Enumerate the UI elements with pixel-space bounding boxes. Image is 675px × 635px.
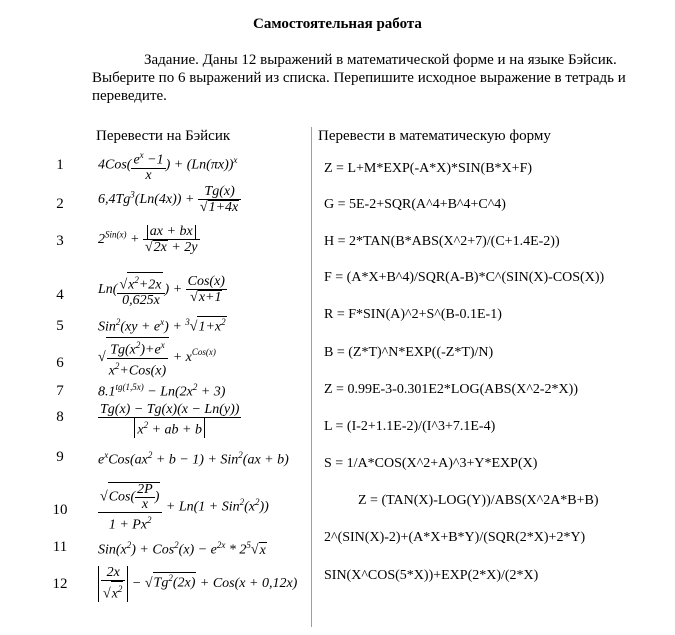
basic-expression-6: B = (Z*T)^N*EXP((-Z*T)/N): [324, 345, 494, 360]
math-expression-9: $e^xCos(ax^2 + b - 1) + Sin^2(ax + b)$: [98, 450, 289, 468]
row-number: 9: [56, 449, 64, 465]
math-expression-12: $\frac{2x}{√x^2}$ − $√Tg^2(2x) + Cos(x + 0,12x)$: [98, 566, 297, 602]
row-number: 4: [56, 287, 64, 303]
basic-expression-2: G = 5E-2+SQR(A^4+B^4+C^4): [324, 197, 506, 212]
basic-expression-4: F = (A*X+B^4)/SQR(A-B)*C^(SIN(X)-COS(X)): [324, 270, 605, 285]
row-number: 12: [52, 576, 68, 592]
basic-expression-5: R = F*SIN(A)^2+S^(B-0.1E-1): [324, 307, 502, 322]
basic-expression-3: H = 2*TAN(B*ABS(X^2+7)/(C+1.4E-2)): [324, 234, 560, 249]
basic-expression-12: SIN(X^COS(5*X))+EXP(2*X)/(2*X): [324, 568, 539, 583]
math-expression-5: $Sin^2(xy + e^x) + ^3√1+x^2$: [98, 317, 226, 335]
basic-expression-1: Z = L+M*EXP(-A*X)*SIN(B*X+F): [324, 161, 533, 176]
math-expression-2: $6,4Tg^3(Ln(4x))$ + $\frac{Tg(x)}{√1+4x}$: [98, 185, 241, 215]
math-expression-10: √Cos( $\frac{2P}{x}$ ) $1 + Px^2$ + $Ln(1 + Sin^2(x^2))$: [100, 482, 269, 533]
basic-expression-11: 2^(SIN(X)-2)+(A*X+B*Y)/(SQR(2*X)+2*Y): [324, 530, 586, 545]
column-divider: [311, 127, 312, 627]
row-number: 3: [56, 233, 64, 249]
math-expression-11: $Sin(x^2) + Cos^2(x) - e^{2x} * 2^5√x$: [98, 540, 266, 558]
row-number: 8: [56, 409, 64, 425]
math-expression-1: 4Cos( $\frac{e^x -1}{x}$ ) + $(Ln(\pi x))^x$: [98, 150, 238, 183]
row-number: 6: [56, 355, 64, 371]
basic-expression-9: S = 1/A*COS(X^2+A)^3+Y*EXP(X): [324, 456, 538, 471]
left-column-header: Перевести на Бэйсик: [96, 128, 231, 144]
math-expression-4: Ln( $\frac{√x^2+2x}{0,625x}$ ) + $\frac{\text{Cos(x)}}{√x+1}$: [98, 273, 225, 308]
row-number: 1: [56, 157, 64, 173]
row-number: 2: [56, 196, 64, 212]
basic-expression-7: Z = 0.99E-3-0.301E2*LOG(ABS(X^2-2*X)): [324, 382, 578, 397]
row-number: 10: [52, 502, 68, 518]
basic-expression-8: L = (I-2+1.1E-2)/(I^3+7.1E-4): [324, 419, 496, 434]
math-expression-3: $2^{Sin(x)}$ + $\frac{ax + bx}{√2x + 2y}$: [98, 224, 198, 255]
row-number: 5: [56, 318, 64, 334]
math-expression-8: $\frac{Tg(x) - Tg(x)(x - Ln(y))}{x^2 + ab + b}$: [100, 402, 240, 438]
page-title: Самостоятельная работа: [253, 16, 422, 32]
right-column-header: Перевести в математическую форму: [318, 128, 551, 144]
basic-expression-10: Z = (TAN(X)-LOG(Y))/ABS(X^2A*B+B): [358, 493, 599, 508]
math-expression-7: $8.1^{tg(1,5x)} - Ln(2x^2 + 3)$: [98, 382, 226, 400]
row-number: 7: [56, 383, 64, 399]
math-expression-6: √ $\frac{Tg(x^2)+e^x}{x^2+Cos(x)}$ + $x^{Cos(x)}$: [98, 337, 216, 378]
row-number: 11: [52, 539, 68, 555]
task-text: Задание. Даны 12 выражений в математической форме и на языке Бэйсик. Выберите по 6 выражений из списка. Перепишите исходное выражение в тетрадь и переведите.: [92, 52, 626, 104]
